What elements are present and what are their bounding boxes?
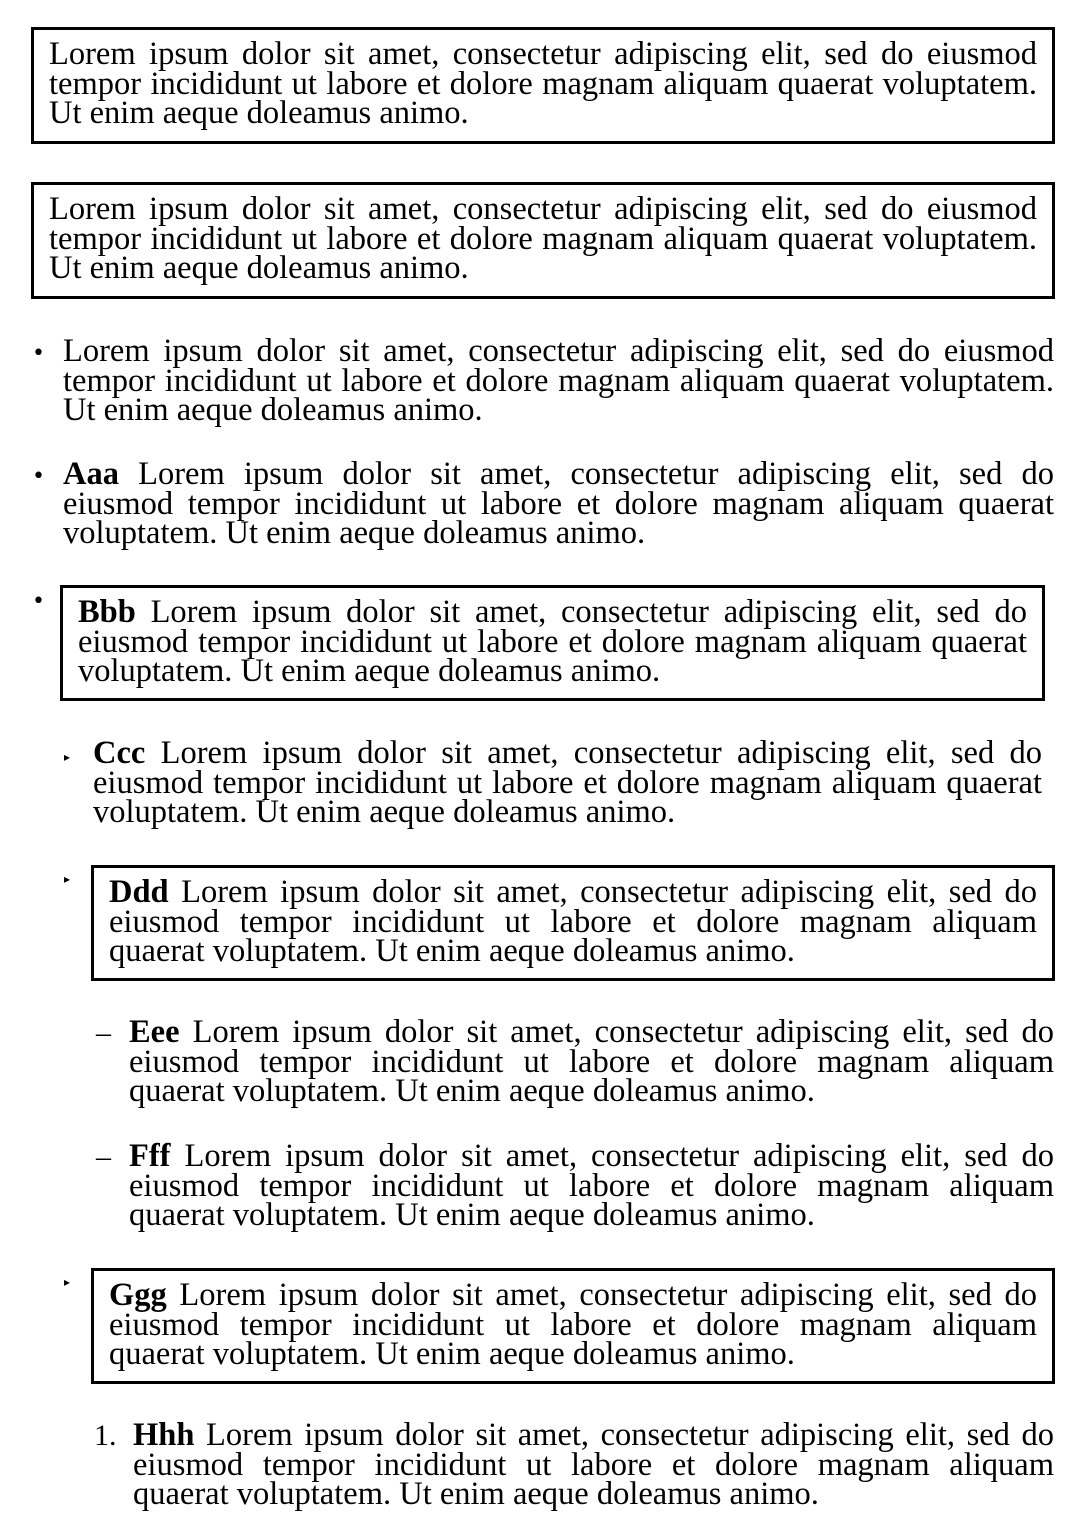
number-marker-1: 1. <box>94 1419 117 1452</box>
framed-paragraph-1-text: Lorem ipsum dolor sit amet, consectetur adipiscing elit, sed do eiusmod tempor incididunt ut labore et dolore magnam aliquam quaerat voluptatem. Ut enim aeque doleamus animo. <box>49 36 1037 132</box>
list-item-hhh-text: Lorem ipsum dolor sit amet, consectetur adipiscing elit, sed do eiusmod tempor incididunt ut labore et dolore magnam aliquam quaerat voluptatem. Ut enim aeque doleamus animo. <box>133 1417 1054 1513</box>
triangle-marker-ddd: ▸ <box>64 872 71 886</box>
list-item-bbb-text: Lorem ipsum dolor sit amet, consectetur adipiscing elit, sed do eiusmod tempor incididunt ut labore et dolore magnam aliquam quaerat voluptatem. Ut enim aeque doleamus animo. <box>78 594 1027 690</box>
list-item-bbb-frame <box>60 585 1045 701</box>
list-item-hhh <box>133 1417 1054 1513</box>
list-item-fff-label: Fff <box>129 1138 171 1174</box>
bullet-marker-bbb: • <box>32 589 45 614</box>
list-item-ddd-label: Ddd <box>109 874 169 910</box>
list-item-aaa-label: Aaa <box>63 456 119 492</box>
list-item-fff <box>129 1138 1054 1234</box>
list-item-plain <box>63 333 1054 429</box>
list-item-ddd-frame <box>91 865 1055 981</box>
list-item-ggg-text: Lorem ipsum dolor sit amet, consectetur adipiscing elit, sed do eiusmod tempor incididunt ut labore et dolore magnam aliquam quaerat voluptatem. Ut enim aeque doleamus animo. <box>109 1277 1037 1373</box>
list-item-aaa-text: Lorem ipsum dolor sit amet, consectetur adipiscing elit, sed do eiusmod tempor incididunt ut labore et dolore magnam aliquam quaerat voluptatem. Ut enim aeque doleamus animo. <box>63 456 1054 552</box>
list-item-plain-text: Lorem ipsum dolor sit amet, consectetur adipiscing elit, sed do eiusmod tempor incididunt ut labore et dolore magnam aliquam quaerat voluptatem. Ut enim aeque doleamus animo. <box>63 333 1054 429</box>
triangle-marker-ggg: ▸ <box>64 1275 71 1289</box>
list-item-ddd-text: Lorem ipsum dolor sit amet, consectetur adipiscing elit, sed do eiusmod tempor incididunt ut labore et dolore magnam aliquam quaerat voluptatem. Ut enim aeque doleamus animo. <box>109 874 1037 970</box>
dash-marker-fff: – <box>96 1140 111 1173</box>
list-item-aaa <box>63 456 1054 552</box>
framed-paragraph-2 <box>31 182 1055 299</box>
framed-paragraph-2-text: Lorem ipsum dolor sit amet, consectetur adipiscing elit, sed do eiusmod tempor incididunt ut labore et dolore magnam aliquam quaerat voluptatem. Ut enim aeque doleamus animo. <box>49 191 1037 287</box>
list-item-hhh-label: Hhh <box>133 1417 195 1453</box>
list-item-bbb-label: Bbb <box>78 594 136 630</box>
framed-paragraph-1 <box>31 27 1055 144</box>
dash-marker-eee: – <box>96 1016 111 1049</box>
list-item-ggg-frame <box>91 1268 1055 1384</box>
list-item-fff-text: Lorem ipsum dolor sit amet, consectetur adipiscing elit, sed do eiusmod tempor incididunt ut labore et dolore magnam aliquam quaerat voluptatem. Ut enim aeque doleamus animo. <box>129 1138 1054 1234</box>
bullet-marker-plain: • <box>32 341 45 366</box>
list-item-eee-label: Eee <box>129 1014 180 1050</box>
list-item-eee-text: Lorem ipsum dolor sit amet, consectetur adipiscing elit, sed do eiusmod tempor incididunt ut labore et dolore magnam aliquam quaerat voluptatem. Ut enim aeque doleamus animo. <box>129 1014 1054 1110</box>
bullet-marker-aaa: • <box>32 464 45 489</box>
list-item-ccc-text: Lorem ipsum dolor sit amet, consectetur adipiscing elit, sed do eiusmod tempor incididunt ut labore et dolore magnam aliquam quaerat voluptatem. Ut enim aeque doleamus animo. <box>93 735 1042 831</box>
list-item-ggg-label: Ggg <box>109 1277 167 1313</box>
list-item-ccc <box>93 735 1042 831</box>
list-item-eee <box>129 1014 1054 1110</box>
triangle-marker-ccc: ▸ <box>64 750 71 764</box>
list-item-ccc-label: Ccc <box>93 735 146 771</box>
